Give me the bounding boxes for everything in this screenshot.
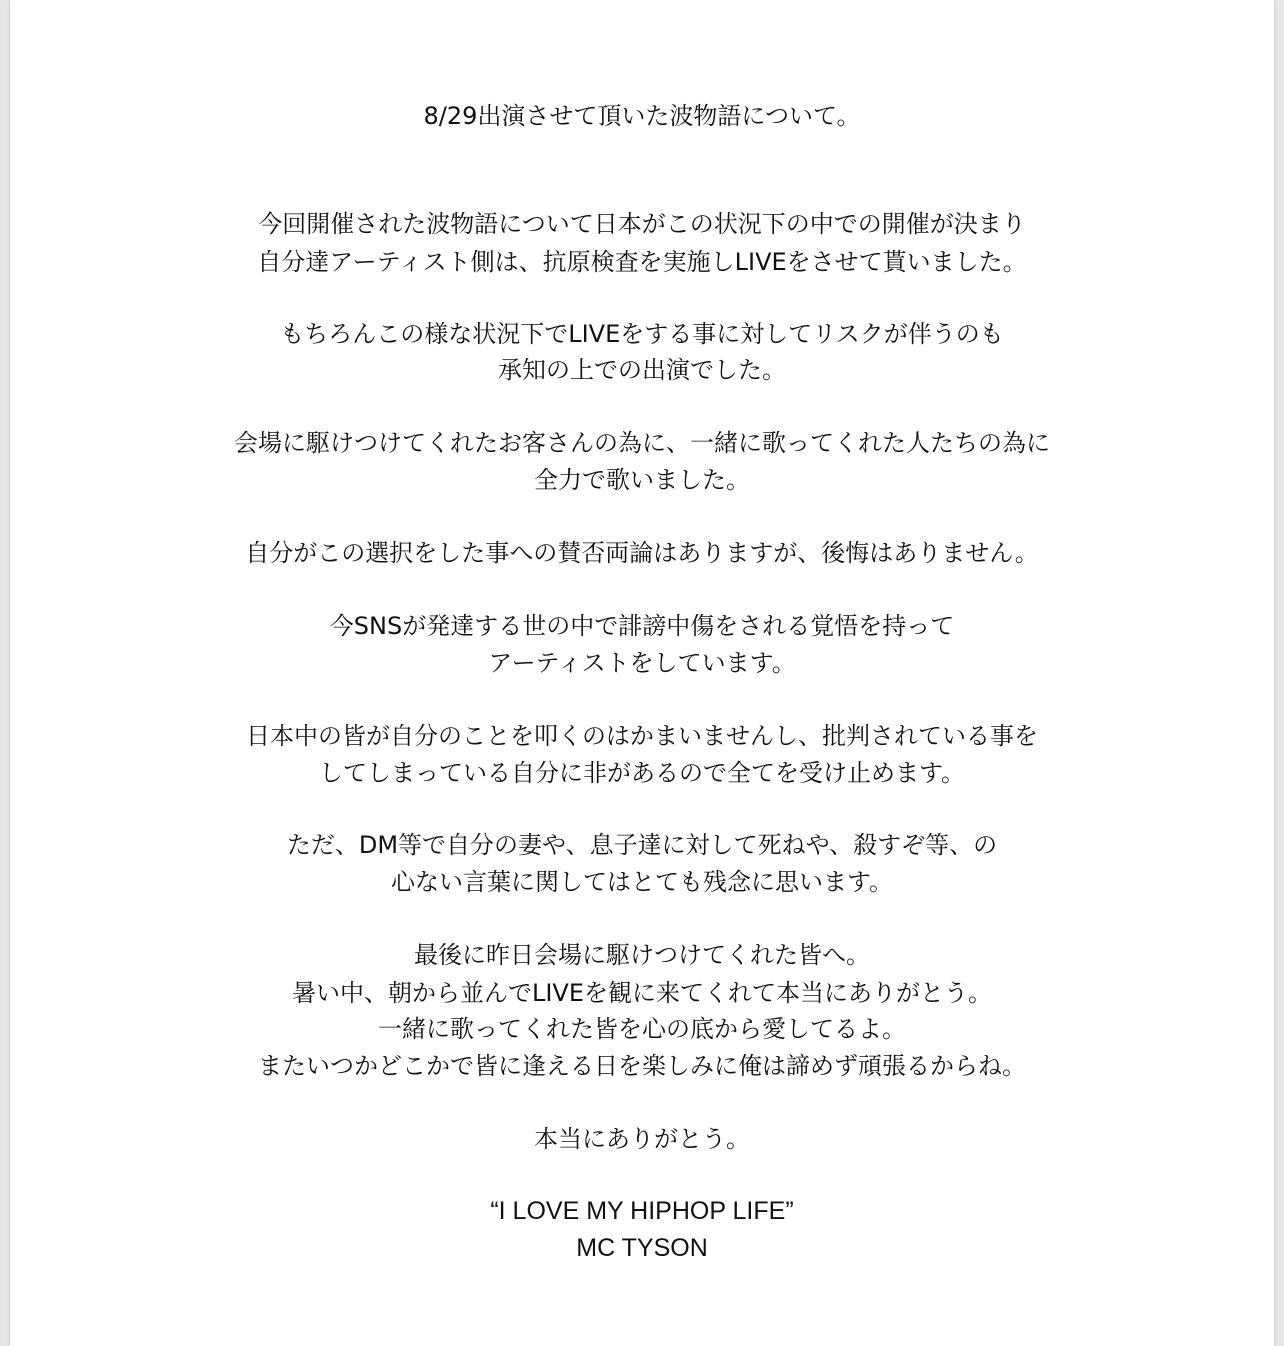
- motto: “I LOVE MY HIPHOP LIFE”: [490, 1197, 794, 1225]
- paragraph-7-line-1: ただ、DM等で自分の妻や、息子達に対して死ねや、殺すぞ等、の: [286, 831, 998, 859]
- paragraph-5-line-1: 今SNSが発達する世の中で誹謗中傷をされる覚悟を持って: [329, 612, 955, 640]
- paragraph-2-line-1: もちろんこの様な状況下でLIVEをする事に対してリスクが伴うのも: [280, 320, 1004, 348]
- paragraph-8-line-3: 一緒に歌ってくれた皆を心の底から愛してるよ。: [378, 1015, 906, 1043]
- paragraph-5-line-2: アーティストをしています。: [488, 649, 796, 677]
- paragraph-8-line-2: 暑い中、朝から並んでLIVEを観に来てくれて本当にありがとう。: [291, 979, 993, 1007]
- paragraph-7-line-2: 心ない言葉に関してはとても残念に思います。: [390, 868, 894, 896]
- paragraph-1-line-2: 自分達アーティスト側は、抗原検査を実施しLIVEをさせて貰いました。: [257, 248, 1027, 276]
- paragraph-1-line-1: 今回開催された波物語について日本がこの状況下の中での開催が決まり: [258, 210, 1026, 238]
- paragraph-3-line-2: 全力で歌いました。: [534, 466, 750, 494]
- paragraph-3-line-1: 会場に駆けつけてくれたお客さんの為に、一緒に歌ってくれた人たちの為に: [234, 429, 1050, 457]
- paragraph-2-line-2: 承知の上での出演でした。: [498, 356, 786, 384]
- signature: MC TYSON: [576, 1234, 708, 1262]
- paragraph-6-line-1: 日本中の皆が自分のことを叩くのはかまいませんし、批判されている事を: [246, 722, 1038, 750]
- document-page: [10, 0, 1274, 1346]
- paragraph-8-line-4: またいつかどこかで皆に逢える日を楽しみに俺は諦めず頑張るからね。: [258, 1052, 1026, 1080]
- paragraph-9-line-1: 本当にありがとう。: [534, 1125, 750, 1153]
- paragraph-4-line-1: 自分がこの選択をした事への賛否両論はありますが、後悔はありません。: [245, 539, 1039, 567]
- paragraph-6-line-2: してしまっている自分に非があるので全てを受け止めます。: [318, 759, 966, 787]
- paragraph-8-line-1: 最後に昨日会場に駆けつけてくれた皆へ。: [414, 941, 870, 969]
- document-title: 8/29出演させて頂いた波物語について。: [423, 102, 861, 130]
